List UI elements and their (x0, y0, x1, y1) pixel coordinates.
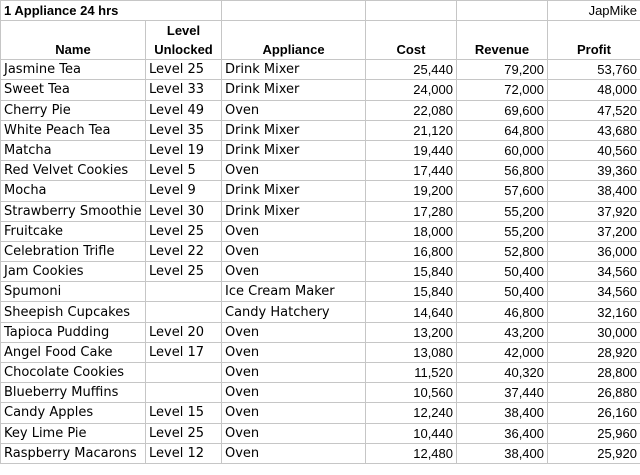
profit-cell[interactable]: 48,000 (548, 80, 640, 100)
profit-cell[interactable]: 34,560 (548, 262, 640, 282)
appliance-cell[interactable]: Oven (222, 221, 366, 241)
appliance-cell[interactable]: Oven (222, 383, 366, 403)
level-cell[interactable]: Level 25 (146, 423, 222, 443)
table-row (1, 443, 640, 463)
table-row (1, 342, 640, 362)
table-row (1, 80, 640, 100)
name-cell[interactable]: Key Lime Pie (1, 423, 146, 443)
cost-cell[interactable]: 22,080 (366, 100, 457, 120)
cost-cell[interactable]: 17,280 (366, 201, 457, 221)
revenue-cell[interactable]: 43,200 (457, 322, 548, 342)
level-cell[interactable] (146, 363, 222, 383)
revenue-cell[interactable]: 69,600 (457, 100, 548, 120)
cost-cell[interactable]: 19,200 (366, 181, 457, 201)
level-cell[interactable] (146, 282, 222, 302)
name-cell[interactable]: Sheepish Cupcakes (1, 302, 146, 322)
cost-cell[interactable]: 15,840 (366, 262, 457, 282)
name-cell[interactable]: Jasmine Tea (1, 60, 146, 80)
revenue-cell[interactable]: 55,200 (457, 221, 548, 241)
table-row (1, 140, 640, 160)
cost-cell[interactable]: 19,440 (366, 140, 457, 160)
cost-cell[interactable]: 25,440 (366, 60, 457, 80)
appliance-cell[interactable]: Oven (222, 262, 366, 282)
table-row (1, 383, 640, 403)
revenue-cell[interactable]: 64,800 (457, 120, 548, 140)
cost-cell[interactable]: 12,240 (366, 403, 457, 423)
title-row (1, 1, 640, 21)
level-cell[interactable]: Level 15 (146, 403, 222, 423)
empty-cell[interactable] (222, 1, 366, 21)
profit-cell[interactable]: 39,360 (548, 161, 640, 181)
cost-cell[interactable]: 11,520 (366, 363, 457, 383)
level-cell[interactable]: Level 25 (146, 262, 222, 282)
name-cell[interactable]: Jam Cookies (1, 262, 146, 282)
appliance-cell[interactable]: Candy Hatchery (222, 302, 366, 322)
appliance-cell[interactable]: Drink Mixer (222, 140, 366, 160)
table-row (1, 322, 640, 342)
appliance-cell[interactable]: Drink Mixer (222, 201, 366, 221)
cost-cell[interactable]: 12,480 (366, 443, 457, 463)
name-cell[interactable]: Candy Apples (1, 403, 146, 423)
table-row (1, 201, 640, 221)
appliance-cell[interactable]: Oven (222, 403, 366, 423)
name-cell[interactable]: Red Velvet Cookies (1, 161, 146, 181)
level-cell[interactable]: Level 33 (146, 80, 222, 100)
revenue-cell[interactable]: 52,800 (457, 241, 548, 261)
table-row (1, 423, 640, 443)
revenue-cell[interactable]: 50,400 (457, 282, 548, 302)
name-cell[interactable]: Sweet Tea (1, 80, 146, 100)
name-cell[interactable]: Celebration Trifle (1, 241, 146, 261)
level-cell[interactable]: Level 25 (146, 221, 222, 241)
appliance-cell[interactable]: Drink Mixer (222, 120, 366, 140)
appliance-cell[interactable]: Ice Cream Maker (222, 282, 366, 302)
empty-cell[interactable] (457, 1, 548, 21)
header-profit[interactable]: Profit (548, 21, 640, 60)
level-cell[interactable]: Level 5 (146, 161, 222, 181)
name-cell[interactable]: Fruitcake (1, 221, 146, 241)
name-cell[interactable]: Strawberry Smoothie (1, 201, 146, 221)
name-cell[interactable]: Angel Food Cake (1, 342, 146, 362)
profit-cell[interactable]: 40,560 (548, 140, 640, 160)
cost-cell[interactable]: 13,200 (366, 322, 457, 342)
cost-cell[interactable]: 13,080 (366, 342, 457, 362)
appliance-cell[interactable]: Oven (222, 161, 366, 181)
level-cell[interactable]: Level 49 (146, 100, 222, 120)
name-cell[interactable]: Raspberry Macarons (1, 443, 146, 463)
level-cell[interactable]: Level 19 (146, 140, 222, 160)
revenue-cell[interactable]: 56,800 (457, 161, 548, 181)
level-cell[interactable]: Level 17 (146, 342, 222, 362)
appliance-cell[interactable]: Oven (222, 363, 366, 383)
header-level-unlocked[interactable] (146, 21, 222, 60)
revenue-cell[interactable]: 60,000 (457, 140, 548, 160)
revenue-cell[interactable]: 46,800 (457, 302, 548, 322)
profit-cell[interactable]: 47,520 (548, 100, 640, 120)
table-row (1, 100, 640, 120)
name-cell[interactable]: Chocolate Cookies (1, 363, 146, 383)
table-row (1, 241, 640, 261)
appliance-cell[interactable]: Oven (222, 241, 366, 261)
name-cell[interactable]: White Peach Tea (1, 120, 146, 140)
cost-cell[interactable]: 24,000 (366, 80, 457, 100)
revenue-cell[interactable]: 38,400 (457, 403, 548, 423)
table-row (1, 120, 640, 140)
level-cell[interactable]: Level 20 (146, 322, 222, 342)
profit-cell[interactable]: 26,160 (548, 403, 640, 423)
profit-cell[interactable]: 25,920 (548, 443, 640, 463)
profit-cell[interactable]: 53,760 (548, 60, 640, 80)
name-cell[interactable]: Spumoni (1, 282, 146, 302)
level-cell[interactable]: Level 35 (146, 120, 222, 140)
profit-cell[interactable]: 34,560 (548, 282, 640, 302)
level-cell[interactable]: Level 30 (146, 201, 222, 221)
profit-cell[interactable]: 30,000 (548, 322, 640, 342)
level-cell[interactable] (146, 302, 222, 322)
revenue-cell[interactable]: 37,440 (457, 383, 548, 403)
header-level-line1: Level (166, 23, 201, 39)
cost-cell[interactable]: 14,640 (366, 302, 457, 322)
name-cell[interactable]: Cherry Pie (1, 100, 146, 120)
table-row (1, 60, 640, 80)
profit-cell[interactable]: 25,960 (548, 423, 640, 443)
table-row (1, 262, 640, 282)
profit-cell[interactable]: 37,920 (548, 201, 640, 221)
header-level-line2: Unlocked (154, 42, 213, 58)
table-row (1, 302, 640, 322)
level-cell[interactable]: Level 22 (146, 241, 222, 261)
profit-cell[interactable]: 36,000 (548, 241, 640, 261)
revenue-cell[interactable]: 40,320 (457, 363, 548, 383)
empty-cell[interactable] (366, 1, 457, 21)
header-name[interactable]: Name (1, 21, 146, 60)
profit-cell[interactable]: 37,200 (548, 221, 640, 241)
table-row (1, 282, 640, 302)
cost-cell[interactable]: 17,440 (366, 161, 457, 181)
cost-cell[interactable]: 15,840 (366, 282, 457, 302)
profit-cell[interactable]: 28,920 (548, 342, 640, 362)
table-row (1, 181, 640, 201)
profit-cell[interactable]: 28,800 (548, 363, 640, 383)
name-cell[interactable]: Blueberry Muffins (1, 383, 146, 403)
header-appliance[interactable]: Appliance (222, 21, 366, 60)
table-row (1, 363, 640, 383)
appliance-cell[interactable]: Oven (222, 342, 366, 362)
level-cell[interactable]: Level 25 (146, 60, 222, 80)
sheet-title[interactable]: 1 Appliance 24 hrs (1, 1, 222, 21)
name-cell[interactable]: Matcha (1, 140, 146, 160)
appliance-cell[interactable]: Oven (222, 423, 366, 443)
table-row (1, 403, 640, 423)
cost-cell[interactable]: 16,800 (366, 241, 457, 261)
appliance-cell[interactable]: Drink Mixer (222, 181, 366, 201)
appliance-cell[interactable]: Oven (222, 100, 366, 120)
revenue-cell[interactable]: 79,200 (457, 60, 548, 80)
cost-cell[interactable]: 10,560 (366, 383, 457, 403)
appliance-cell[interactable]: Oven (222, 322, 366, 342)
appliance-cell[interactable]: Drink Mixer (222, 60, 366, 80)
revenue-cell[interactable]: 42,000 (457, 342, 548, 362)
level-cell[interactable] (146, 383, 222, 403)
header-cost[interactable]: Cost (366, 21, 457, 60)
profit-cell[interactable]: 43,680 (548, 120, 640, 140)
revenue-cell[interactable]: 50,400 (457, 262, 548, 282)
level-cell[interactable]: Level 9 (146, 181, 222, 201)
cost-cell[interactable]: 18,000 (366, 221, 457, 241)
revenue-cell[interactable]: 57,600 (457, 181, 548, 201)
profit-cell[interactable]: 26,880 (548, 383, 640, 403)
header-revenue[interactable]: Revenue (457, 21, 548, 60)
appliance-cell[interactable]: Oven (222, 443, 366, 463)
revenue-cell[interactable]: 72,000 (457, 80, 548, 100)
profit-cell[interactable]: 32,160 (548, 302, 640, 322)
name-cell[interactable]: Mocha (1, 181, 146, 201)
cost-cell[interactable]: 21,120 (366, 120, 457, 140)
revenue-cell[interactable]: 55,200 (457, 201, 548, 221)
table-row (1, 161, 640, 181)
profit-cell[interactable]: 38,400 (548, 181, 640, 201)
appliance-cell[interactable]: Drink Mixer (222, 80, 366, 100)
author-label[interactable]: JapMike (548, 1, 640, 21)
header-row (1, 21, 640, 60)
table-row (1, 221, 640, 241)
name-cell[interactable]: Tapioca Pudding (1, 322, 146, 342)
cost-cell[interactable]: 10,440 (366, 423, 457, 443)
level-cell[interactable]: Level 12 (146, 443, 222, 463)
revenue-cell[interactable]: 38,400 (457, 443, 548, 463)
revenue-cell[interactable]: 36,400 (457, 423, 548, 443)
